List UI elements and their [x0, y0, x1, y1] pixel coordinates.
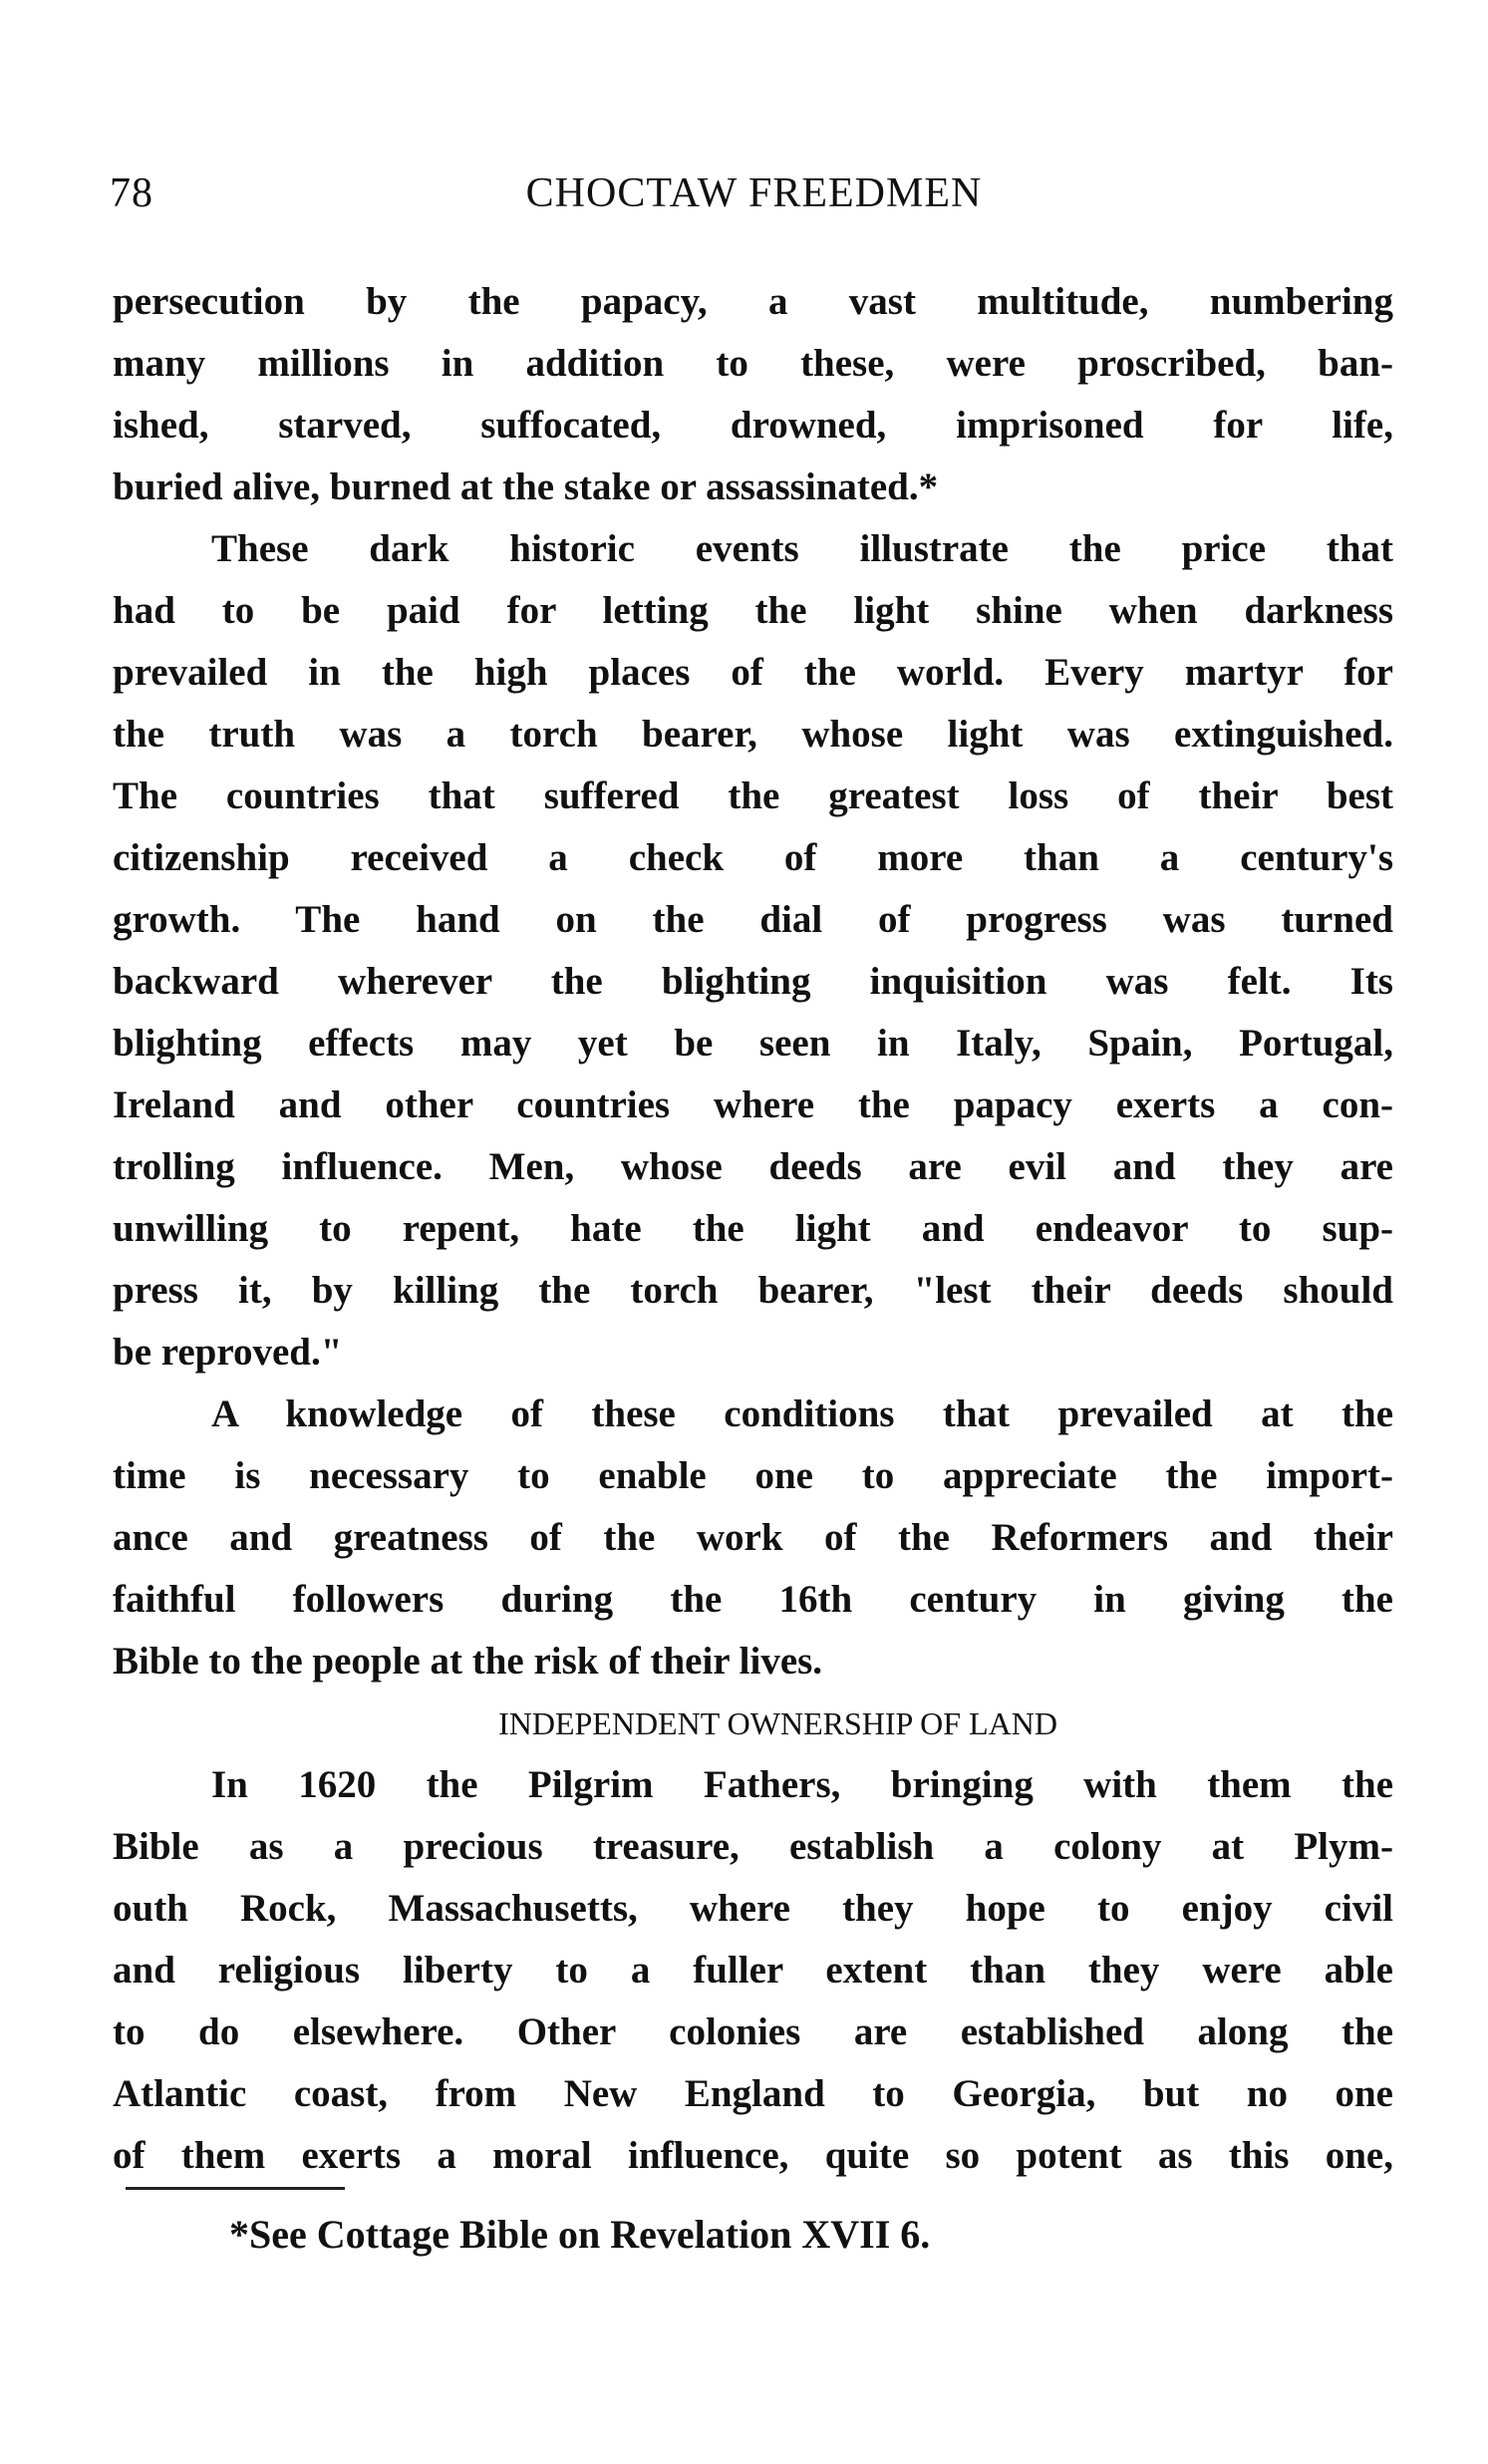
running-title: CHOCTAW FREEDMEN: [525, 170, 983, 216]
footnote-rule: [126, 2187, 345, 2190]
text-line: A knowledge of these conditions that prevailed at the: [211, 1392, 1393, 1435]
text-line: press it, by killing the torch bearer, "lest their deeds should: [113, 1269, 1393, 1312]
section-heading: INDEPENDENT OWNERSHIP OF LAND: [498, 1705, 1057, 1741]
text-line: unwilling to repent, hate the light and endeavor to sup-: [113, 1207, 1393, 1250]
text-line: ance and greatness of the work of the Reformers and their: [113, 1516, 1393, 1559]
text-line: had to be paid for letting the light shine when darkness: [113, 589, 1393, 632]
body-text: [113, 271, 1393, 2187]
text-line: time is necessary to enable one to appreciate the import-: [113, 1454, 1393, 1497]
text-line: trolling influence. Men, whose deeds are evil and they are: [113, 1145, 1393, 1188]
text-line: The countries that suffered the greatest loss of their best: [113, 774, 1393, 817]
text-line: In 1620 the Pilgrim Fathers, bringing with them the: [211, 1763, 1393, 1806]
text-line: the truth was a torch bearer, whose light was extinguished.: [113, 713, 1393, 756]
text-line: buried alive, burned at the stake or assassinated.*: [113, 465, 939, 508]
footnote: *See Cottage Bible on Revelation XVII 6.: [229, 2212, 931, 2257]
text-line: ished, starved, suffocated, drowned, imprisoned for life,: [113, 404, 1393, 447]
text-line: backward wherever the blighting inquisition was felt. Its: [113, 960, 1393, 1003]
text-line: blighting effects may yet be seen in Italy, Spain, Portugal,: [113, 1022, 1393, 1065]
text-line: prevailed in the high places of the world. Every martyr for: [113, 651, 1393, 694]
text-line: These dark historic events illustrate the price that: [211, 527, 1393, 570]
page-number: 78: [110, 170, 153, 216]
text-line: Ireland and other countries where the papacy exerts a con-: [113, 1083, 1393, 1126]
text-line: outh Rock, Massachusetts, where they hope to enjoy civil: [113, 1887, 1393, 1930]
text-line: many millions in addition to these, were proscribed, ban-: [113, 342, 1393, 385]
text-line: Bible to the people at the risk of their lives.: [113, 1640, 823, 1683]
text-line: and religious liberty to a fuller extent than they were able: [113, 1949, 1393, 1992]
text-line: citizenship received a check of more than a century's: [113, 836, 1393, 879]
text-line: of them exerts a moral influence, quite so potent as this one,: [113, 2134, 1393, 2177]
text-line: persecution by the papacy, a vast multitude, numbering: [113, 280, 1393, 323]
text-line: faithful followers during the 16th century in giving the: [113, 1578, 1393, 1621]
text-line: be reproved.": [113, 1331, 343, 1374]
text-line: growth. The hand on the dial of progress was turned: [113, 898, 1393, 941]
text-line: Atlantic coast, from New England to Georgia, but no one: [113, 2072, 1393, 2115]
text-line: Bible as a precious treasure, establish a colony at Plym-: [113, 1825, 1393, 1868]
text-line: to do elsewhere. Other colonies are established along the: [113, 2010, 1393, 2053]
